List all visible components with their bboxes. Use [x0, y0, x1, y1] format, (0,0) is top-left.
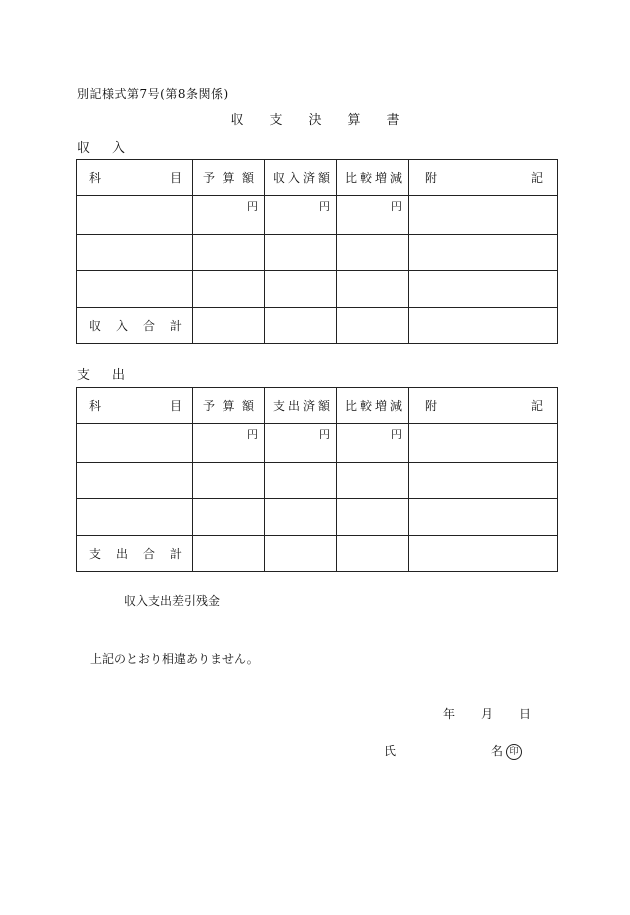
cell-note[interactable] [409, 307, 558, 344]
cell-note[interactable] [409, 535, 558, 572]
table-row [77, 462, 558, 499]
cell-budget[interactable] [193, 234, 265, 271]
cell-budget[interactable] [193, 499, 265, 536]
header-settled: 支 出 済 額 [265, 388, 337, 424]
cell-subject[interactable] [77, 499, 193, 536]
table-row [77, 499, 558, 536]
cell-diff[interactable] [337, 307, 409, 344]
cell-settled[interactable]: 円 [265, 196, 337, 235]
cell-note[interactable] [409, 234, 558, 271]
cell-subject[interactable] [77, 424, 193, 463]
cell-budget[interactable]: 円 [193, 196, 265, 235]
cell-subject[interactable] [77, 234, 193, 271]
balance-label: 収入支出差引残金 [124, 594, 221, 608]
income-table [76, 159, 558, 344]
cell-budget[interactable]: 円 [193, 424, 265, 463]
cell-diff[interactable]: 円 [337, 196, 409, 235]
year-label: 年 [443, 707, 456, 721]
cell-settled[interactable] [265, 535, 337, 572]
header-diff: 比 較 増 減 [337, 388, 409, 424]
day-label: 日 [519, 707, 532, 721]
title-char: 支 [269, 113, 283, 128]
header-note: 附 記 [409, 160, 558, 196]
cell-diff[interactable] [337, 271, 409, 308]
total-row [77, 535, 558, 572]
cell-settled[interactable]: 円 [265, 424, 337, 463]
expense-total-label: 支 出 合 計 [77, 535, 193, 572]
label-char: 入 [112, 141, 126, 156]
header-subject: 科 目 [77, 388, 193, 424]
cell-subject[interactable] [77, 462, 193, 499]
cell-budget[interactable] [193, 535, 265, 572]
cell-note[interactable] [409, 196, 558, 235]
confirmation-text: 上記のとおり相違ありません。 [90, 652, 259, 666]
cell-diff[interactable] [337, 535, 409, 572]
seal-icon: 印 [506, 744, 522, 760]
header-budget: 予 算 額 [193, 160, 265, 196]
label-char: 収 [77, 141, 91, 156]
expense-section-label [77, 364, 125, 383]
header-diff: 比 較 増 減 [337, 160, 409, 196]
cell-diff[interactable] [337, 462, 409, 499]
header-budget: 予 算 額 [193, 388, 265, 424]
cell-settled[interactable] [265, 271, 337, 308]
date-line [443, 705, 531, 722]
table-header-row [77, 388, 558, 424]
table-row [77, 196, 558, 235]
title-char: 書 [386, 113, 400, 128]
label-char: 出 [112, 368, 126, 383]
table-row [77, 271, 558, 308]
cell-budget[interactable] [193, 462, 265, 499]
cell-budget[interactable] [193, 307, 265, 344]
table-header-row [77, 160, 558, 196]
cell-note[interactable] [409, 499, 558, 536]
header-settled: 収 入 済 額 [265, 160, 337, 196]
signature-line [384, 742, 534, 760]
month-label: 月 [481, 707, 494, 721]
header-subject: 科 目 [77, 160, 193, 196]
title-char: 決 [308, 113, 322, 128]
income-section-label [77, 137, 125, 156]
cell-note[interactable] [409, 271, 558, 308]
title-char: 算 [347, 113, 361, 128]
cell-settled[interactable] [265, 499, 337, 536]
name-label: 名 [491, 744, 504, 758]
cell-settled[interactable] [265, 462, 337, 499]
cell-note[interactable] [409, 424, 558, 463]
document-title [0, 109, 630, 128]
table-row [77, 424, 558, 463]
expense-table [76, 387, 558, 572]
cell-subject[interactable] [77, 196, 193, 235]
form-reference: 別記様式第7号(第8条関係) [77, 87, 229, 101]
total-row [77, 307, 558, 344]
header-note: 附 記 [409, 388, 558, 424]
cell-settled[interactable] [265, 307, 337, 344]
table-row [77, 234, 558, 271]
cell-budget[interactable] [193, 271, 265, 308]
income-total-label: 収 入 合 計 [77, 307, 193, 344]
cell-subject[interactable] [77, 271, 193, 308]
label-char: 支 [77, 368, 91, 383]
cell-settled[interactable] [265, 234, 337, 271]
title-char: 収 [230, 113, 244, 128]
cell-note[interactable] [409, 462, 558, 499]
cell-diff[interactable]: 円 [337, 424, 409, 463]
cell-diff[interactable] [337, 499, 409, 536]
cell-diff[interactable] [337, 234, 409, 271]
surname-label: 氏 [384, 744, 397, 758]
